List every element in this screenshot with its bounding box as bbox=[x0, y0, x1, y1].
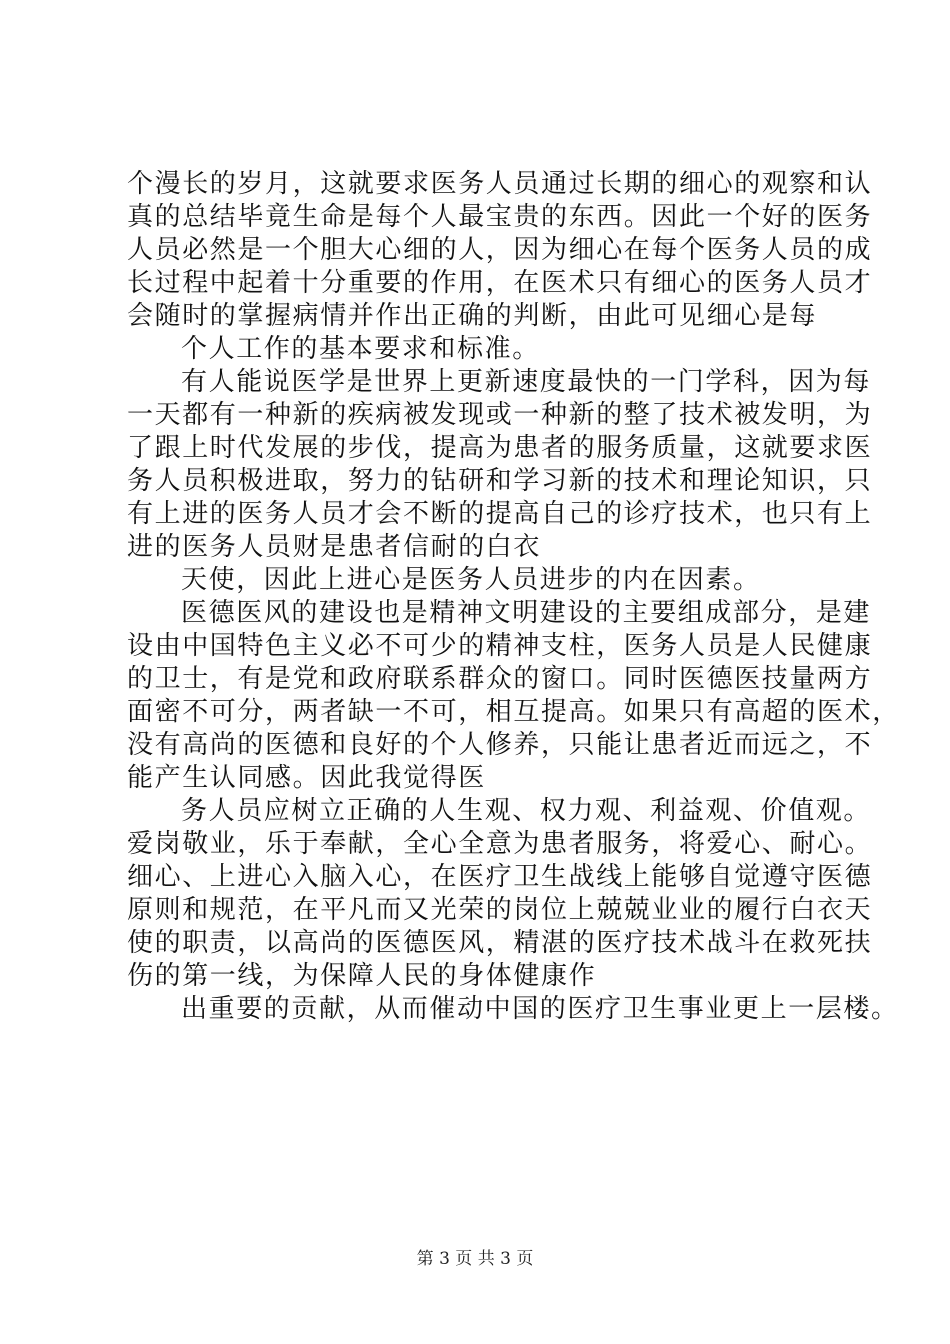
text-line: 使的职责，以高尚的医德医风，精湛的医疗技术战斗在救死扶 bbox=[127, 928, 873, 958]
text-line: 出重要的贡献，从而催动中国的医疗卫生事业更上一层楼。 bbox=[181, 994, 899, 1024]
text-line: 能产生认同感。因此我觉得医 bbox=[127, 763, 486, 793]
text-line: 伤的第一线，为保障人民的身体健康作 bbox=[127, 961, 597, 991]
text-line: 长过程中起着十分重要的作用，在医术只有细心的医务人员才 bbox=[127, 268, 873, 298]
text-line: 个人工作的基本要求和标准。 bbox=[181, 334, 540, 364]
text-line: 有上进的医务人员才会不断的提高自己的诊疗技术，也只有上 bbox=[127, 499, 873, 529]
text-line: 原则和规范，在平凡而又光荣的岗位上兢兢业业的履行白衣天 bbox=[127, 895, 873, 925]
text-line: 务人员应树立正确的人生观、权力观、利益观、价值观。 bbox=[181, 796, 872, 826]
text-line: 务人员积极进取，努力的钻研和学习新的技术和理论知识，只 bbox=[127, 466, 873, 496]
text-line: 细心、上进心入脑入心，在医疗卫生战线上能够自觉遵守医德 bbox=[127, 862, 873, 892]
text-line: 真的总结毕竟生命是每个人最宝贵的东西。因此一个好的医务 bbox=[127, 202, 873, 232]
text-line: 个漫长的岁月，这就要求医务人员通过长期的细心的观察和认 bbox=[127, 169, 873, 199]
text-line: 进的医务人员财是患者信耐的白衣 bbox=[127, 532, 542, 562]
text-line: 爱岗敬业，乐于奉献，全心全意为患者服务，将爱心、耐心。 bbox=[127, 829, 873, 859]
text-line: 有人能说医学是世界上更新速度最快的一门学科，因为每 bbox=[181, 367, 872, 397]
text-line: 医德医风的建设也是精神文明建设的主要组成部分，是建 bbox=[181, 598, 872, 628]
text-line: 人员必然是一个胆大心细的人，因为细心在每个医务人员的成 bbox=[127, 235, 873, 265]
text-line: 没有高尚的医德和良好的个人修养，只能让患者近而远之，不 bbox=[127, 730, 873, 760]
text-line: 的卫士，有是党和政府联系群众的窗口。同时医德医技量两方 bbox=[127, 664, 873, 694]
text-line: 面密不可分，两者缺一不可，相互提高。如果只有高超的医术， bbox=[127, 697, 900, 727]
text-line: 一天都有一种新的疾病被发现或一种新的整了技术被发明，为 bbox=[127, 400, 873, 430]
text-line: 了跟上时代发展的步伐，提高为患者的服务质量，这就要求医 bbox=[127, 433, 873, 463]
text-line: 会随时的掌握病情并作出正确的判断，由此可见细心是每 bbox=[127, 301, 818, 331]
text-line: 设由中国特色主义必不可少的精神支柱，医务人员是人民健康 bbox=[127, 631, 873, 661]
document-body bbox=[127, 168, 900, 1026]
text-line: 天使，因此上进心是医务人员进步的内在因素。 bbox=[181, 565, 761, 595]
page-number-footer: 第 3 页 共 3 页 bbox=[416, 1249, 534, 1269]
